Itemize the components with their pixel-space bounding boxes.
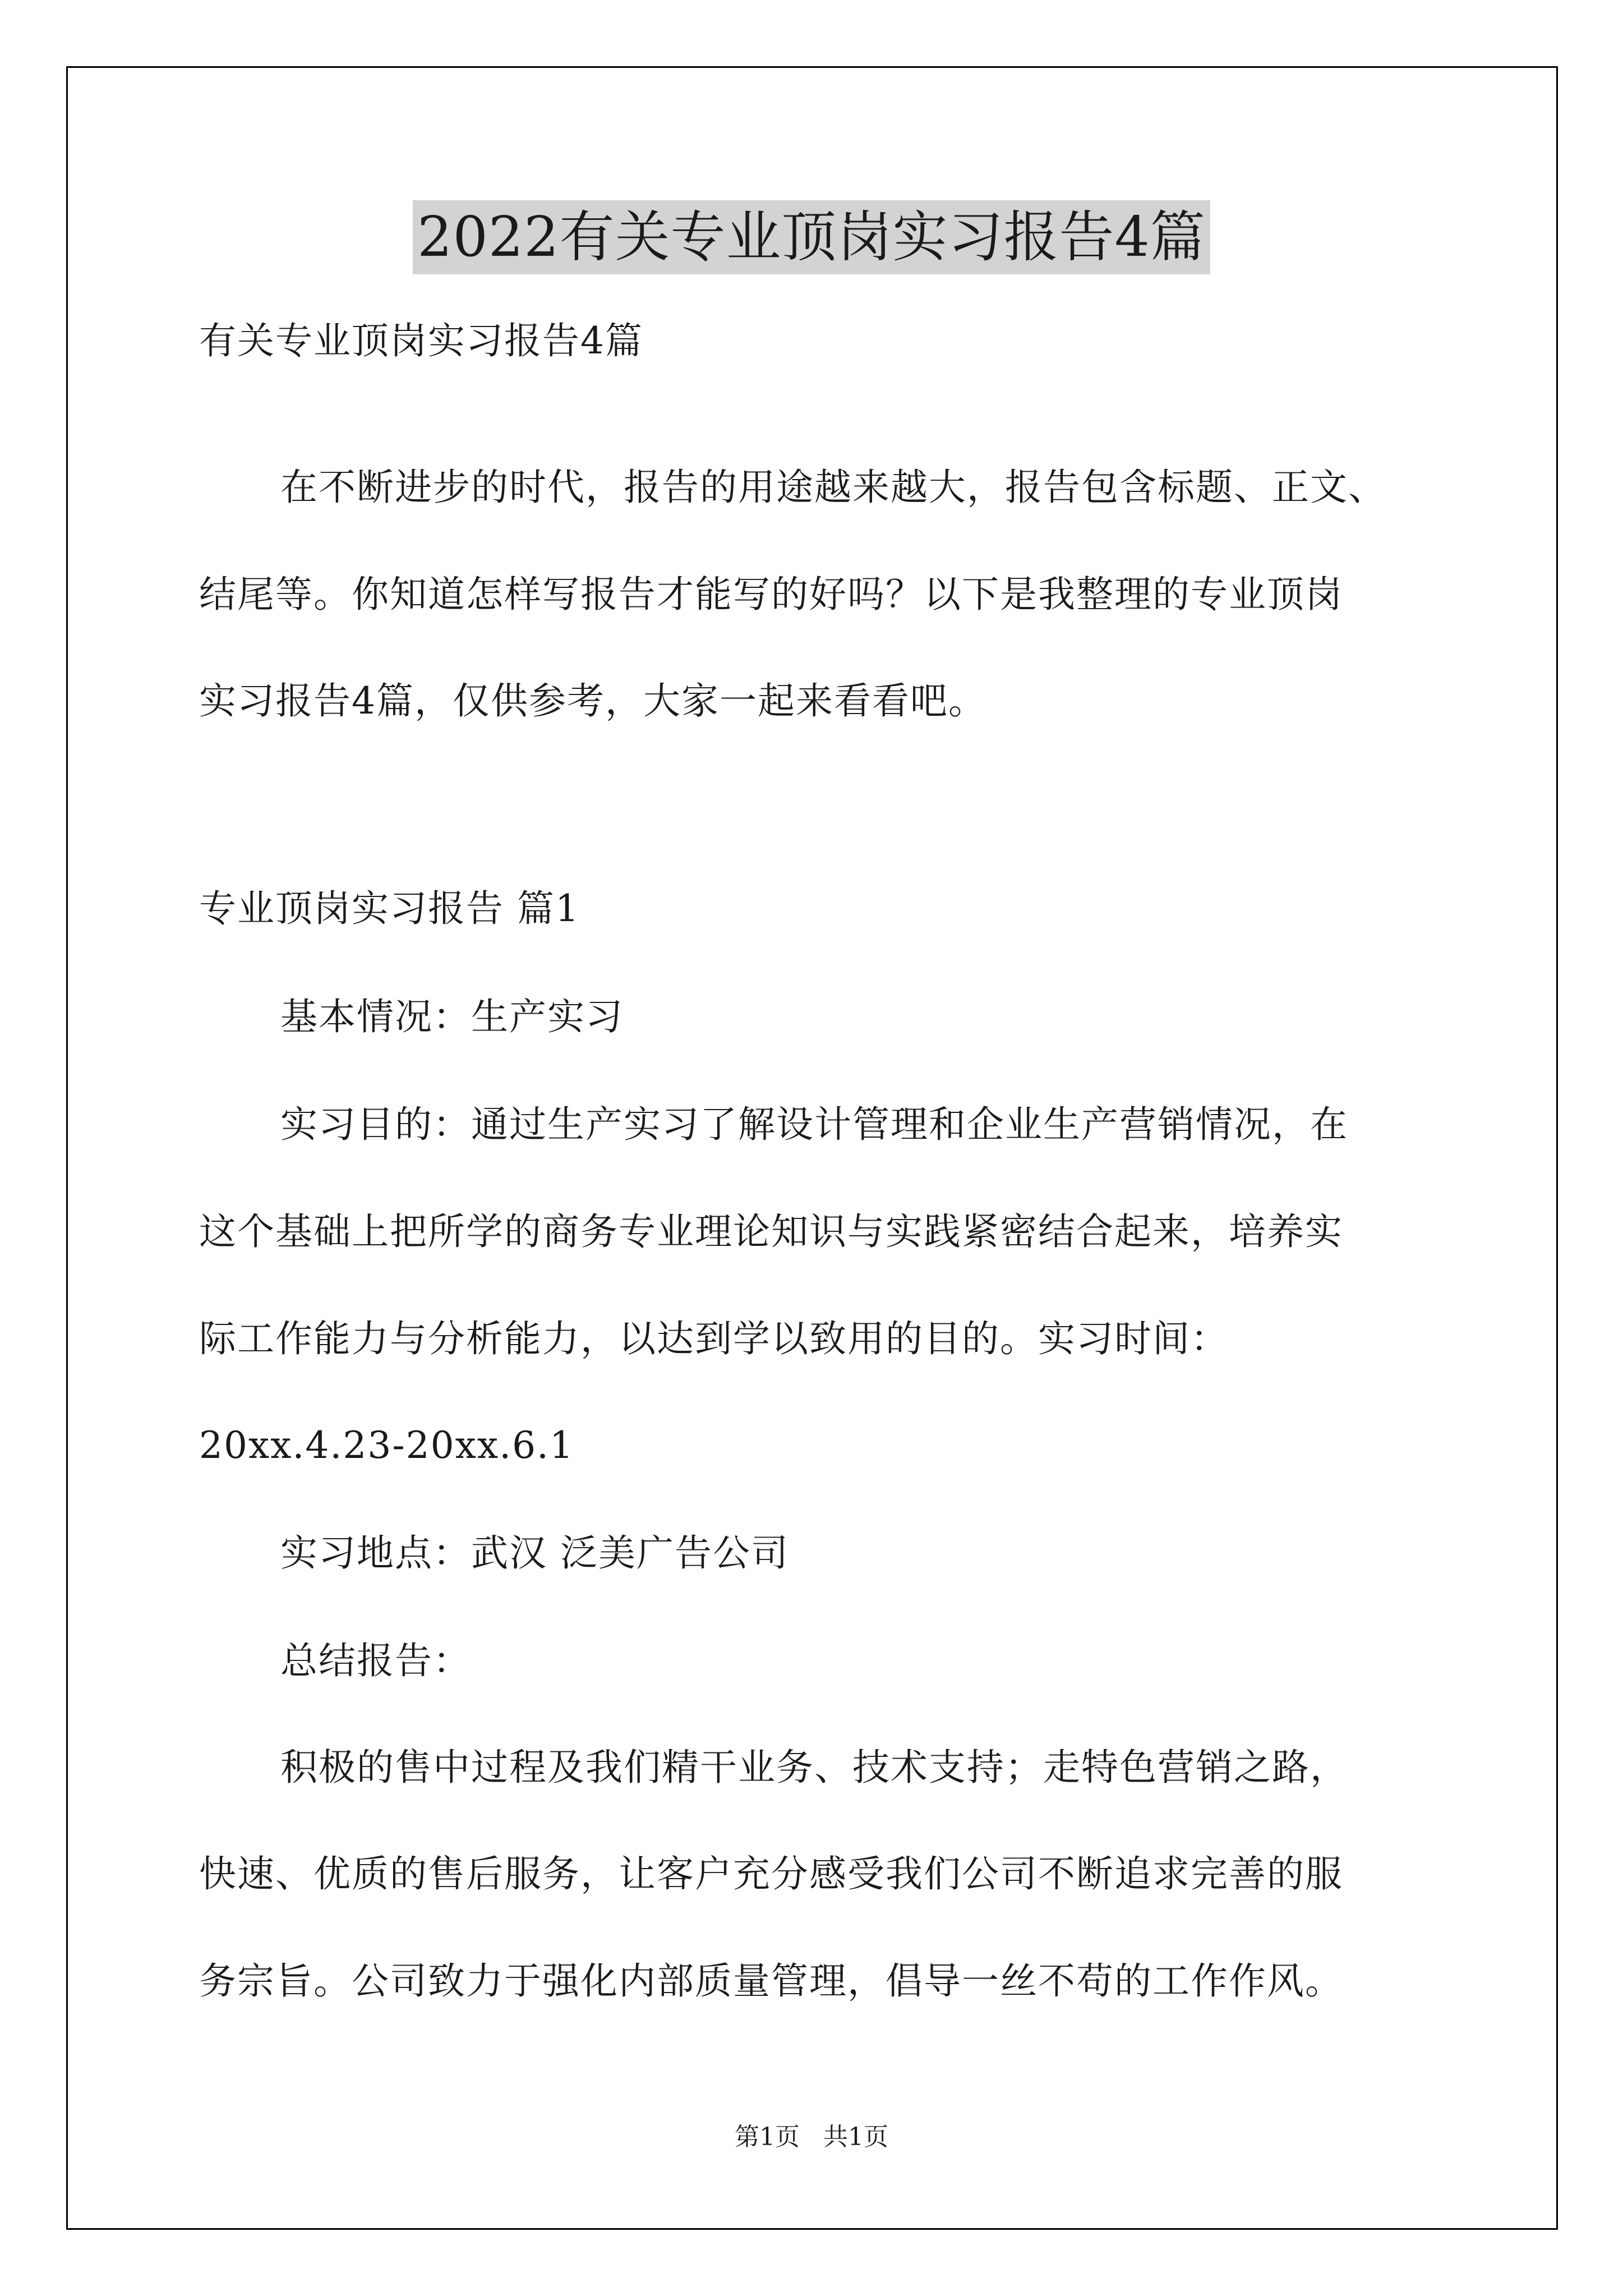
intro-line-3: 实习报告4篇，仅供参考，大家一起来看看吧。 (199, 679, 986, 723)
page-total: 共1页 (823, 2123, 888, 2151)
page-footer (0, 2120, 1623, 2154)
basic-info-line: 基本情况：生产实习 (280, 995, 624, 1038)
purpose-line-1: 实习目的：通过生产实习了解设计管理和企业生产营销情况，在 (280, 1103, 1348, 1146)
document-title: 2022有关专业顶岗实习报告4篇 (413, 200, 1210, 274)
subtitle-line: 有关专业顶岗实习报告4篇 (199, 319, 643, 362)
summary-line-3: 务宗旨。公司致力于强化内部质量管理，倡导一丝不苟的工作作风。 (199, 1959, 1343, 2003)
page-number: 第1页 (735, 2123, 800, 2151)
intro-line-1: 在不断进步的时代，报告的用途越来越大，报告包含标题、正文、 (280, 466, 1386, 509)
purpose-line-3: 际工作能力与分析能力，以达到学以致用的目的。实习时间： (199, 1317, 1229, 1360)
date-range-line: 20xx.4.23-20xx.6.1 (199, 1424, 575, 1467)
summary-line-1: 积极的售中过程及我们精干业务、技术支持；走特色营销之路， (280, 1746, 1348, 1789)
title-container (0, 200, 1623, 274)
intro-line-2: 结尾等。你知道怎样写报告才能写的好吗？以下是我整理的专业顶岗 (199, 573, 1343, 616)
summary-heading-line: 总结报告： (280, 1639, 471, 1682)
summary-line-2: 快速、优质的售后服务，让客户充分感受我们公司不断追求完善的服 (199, 1852, 1343, 1895)
location-line: 实习地点：武汉 泛美广告公司 (280, 1531, 789, 1575)
purpose-line-2: 这个基础上把所学的商务专业理论知识与实践紧密结合起来，培养实 (199, 1210, 1343, 1253)
section-heading: 专业顶岗实习报告 篇1 (199, 887, 580, 930)
